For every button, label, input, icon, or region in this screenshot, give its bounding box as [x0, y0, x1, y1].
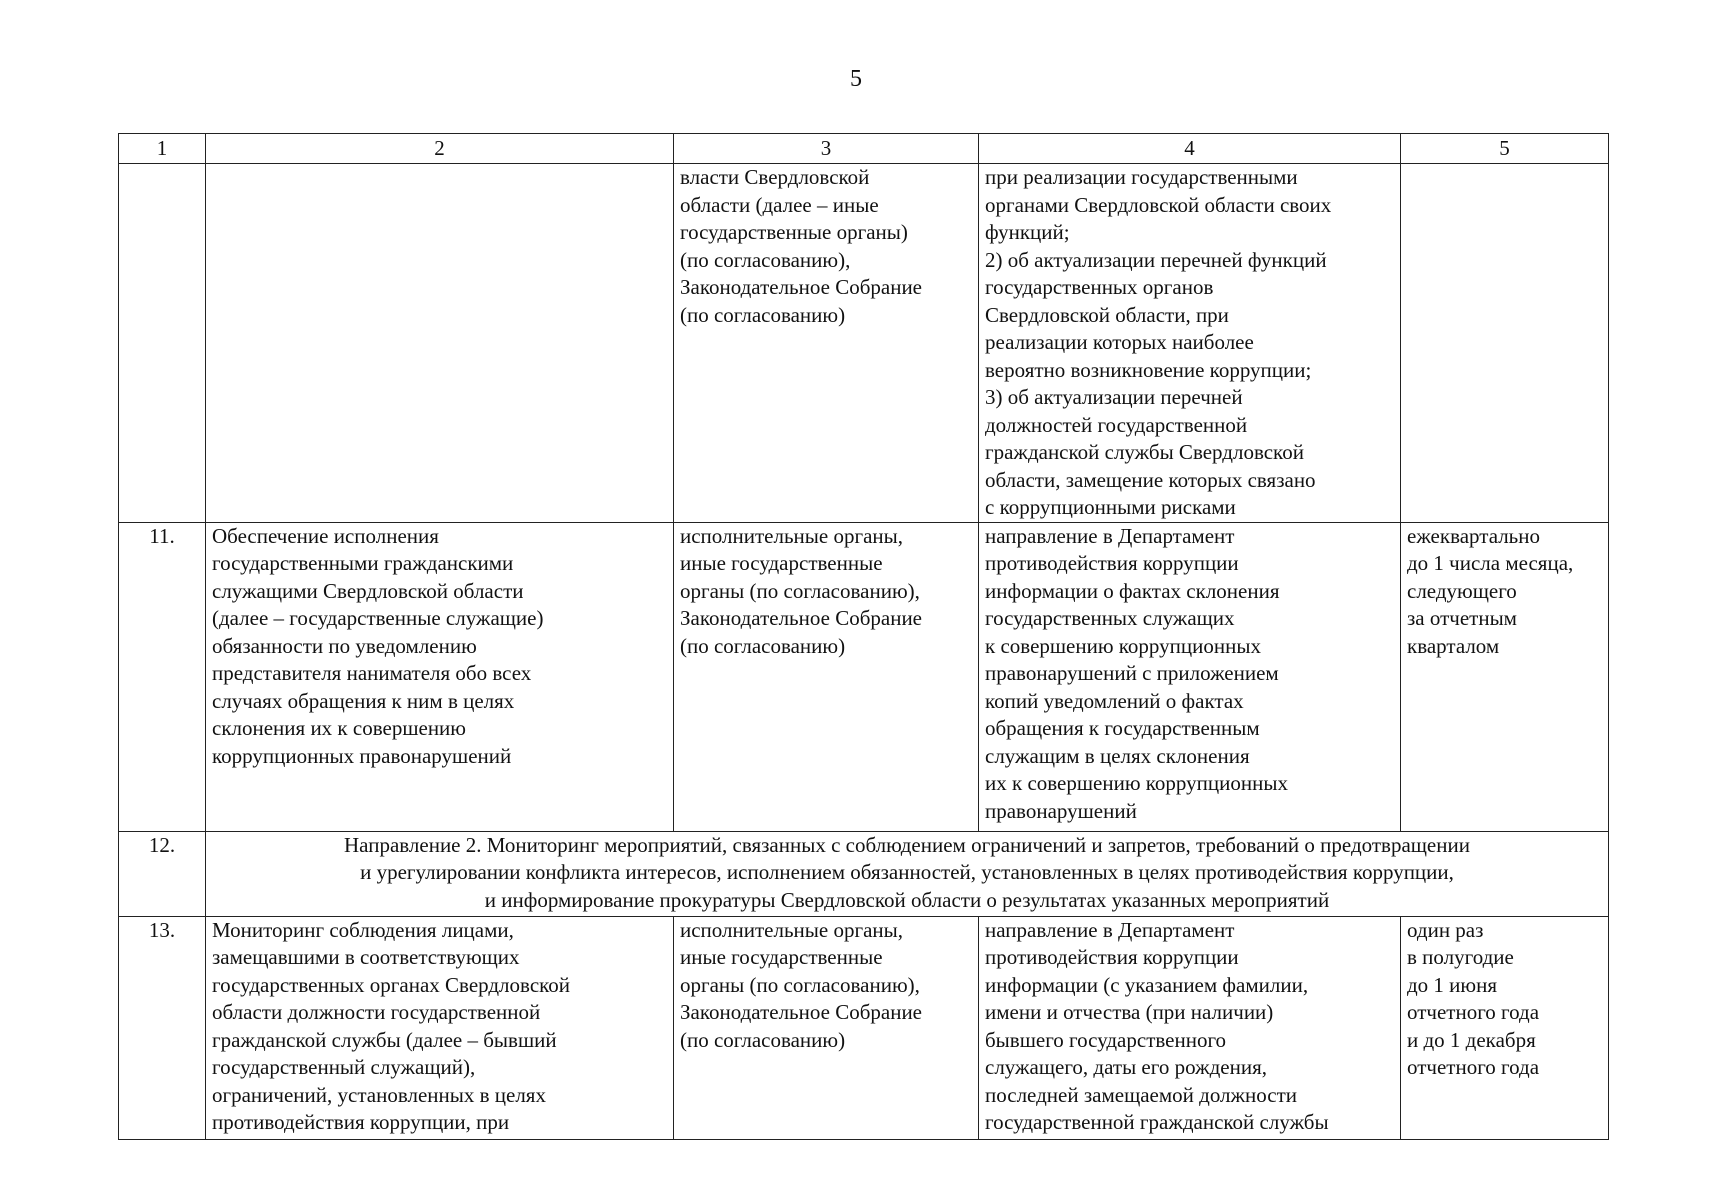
header-cell-2: 2 — [206, 134, 674, 164]
direction-heading-cell: Направление 2. Мониторинг мероприятий, связанных с соблюдением ограничений и запретов, требований о предотвращении и урегулировании конфликта интересов, исполнением обязанностей, установленных в целях противодействия коррупции, и информирование прокуратуры Свердловской области о результатах указанных мероприятий — [206, 831, 1609, 916]
header-cell-5: 5 — [1401, 134, 1609, 164]
measure-cell — [206, 164, 674, 523]
measure-cell: Обеспечение исполнения государственными гражданскими служащими Свердловской области (далее – государственные служащие) обязанности по уведомлению представителя нанимателя обо всех случаях обращения к ним в целях склонения их к совершению коррупционных правонарушений — [206, 522, 674, 831]
header-cell-1: 1 — [119, 134, 206, 164]
row-number: 13. — [119, 916, 206, 1139]
table-header-row — [119, 134, 1609, 164]
result-cell: направление в Департамент противодействия коррупции информации (с указанием фамилии, имени и отчества (при наличии) бывшего государственного служащего, даты его рождения, последней замещаемой должности государственной гражданской службы — [979, 916, 1401, 1139]
deadline-cell: ежеквартально до 1 числа месяца, следующего за отчетным кварталом — [1401, 522, 1609, 831]
measure-cell: Мониторинг соблюдения лицами, замещавшими в соответствующих государственных органах Свердловской области должности государственной гражданской службы (далее – бывший государственный служащий), ограничений, установленных в целях противодействия коррупции, при — [206, 916, 674, 1139]
header-cell-3: 3 — [674, 134, 979, 164]
row-number: 11. — [119, 522, 206, 831]
table-row-continuation — [119, 164, 1609, 523]
result-cell: при реализации государственными органами Свердловской области своих функций; 2) об актуализации перечней функций государственных органов Свердловской области, при реализации которых наиболее вероятно возникновение коррупции; 3) об актуализации перечней должностей государственной гражданской службы Свердловской области, замещение которых связано с коррупционными рисками — [979, 164, 1401, 523]
row-number: 12. — [119, 831, 206, 916]
executors-cell: исполнительные органы, иные государственные органы (по согласованию), Законодательное Собрание (по согласованию) — [674, 522, 979, 831]
table-row-12-direction — [119, 831, 1609, 916]
executors-cell: исполнительные органы, иные государственные органы (по согласованию), Законодательное Собрание (по согласованию) — [674, 916, 979, 1139]
measures-table — [118, 133, 1609, 1140]
result-cell: направление в Департамент противодействия коррупции информации о фактах склонения государственных служащих к совершению коррупционных правонарушений с приложением копий уведомлений о фактах обращения к государственным служащим в целях склонения их к совершению коррупционных правонарушений — [979, 522, 1401, 831]
table-row-13 — [119, 916, 1609, 1139]
deadline-cell: один раз в полугодие до 1 июня отчетного года и до 1 декабря отчетного года — [1401, 916, 1609, 1139]
page-number: 5 — [850, 66, 862, 92]
table-row-11 — [119, 522, 1609, 831]
executors-cell: власти Свердловской области (далее – иные государственные органы) (по согласованию), Законодательное Собрание (по согласованию) — [674, 164, 979, 523]
header-cell-4: 4 — [979, 134, 1401, 164]
row-number — [119, 164, 206, 523]
deadline-cell — [1401, 164, 1609, 523]
